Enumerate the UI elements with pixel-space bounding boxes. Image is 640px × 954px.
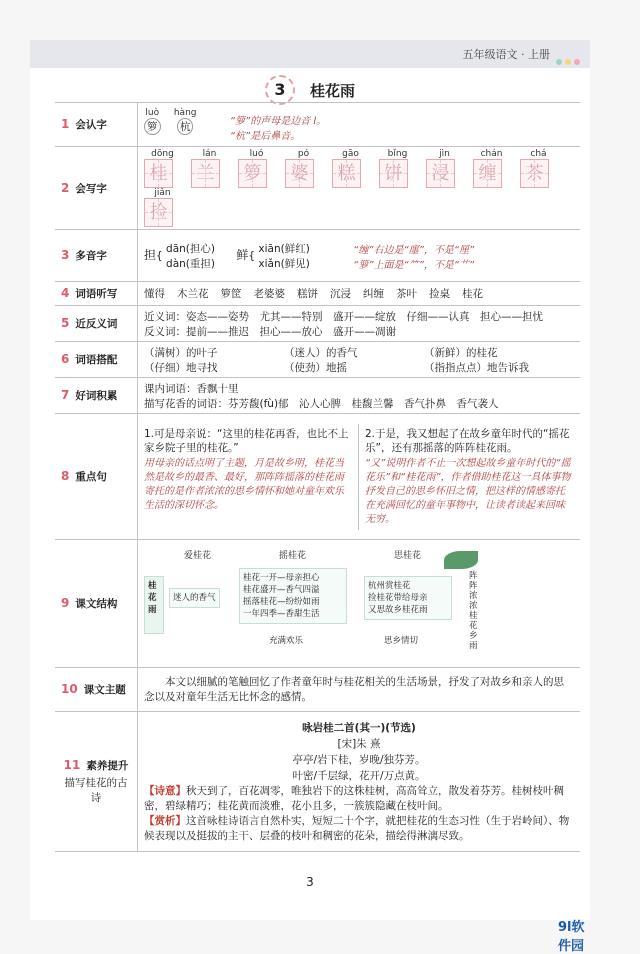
decor-dots bbox=[553, 50, 580, 69]
dictation-word: 纠缠 bbox=[363, 288, 384, 300]
structure-root: 桂花雨 bbox=[144, 576, 164, 634]
write-char-item: gāo 糕 bbox=[332, 149, 369, 188]
polyphone-a: 担{ dān(担心) dàn(重担) bbox=[144, 242, 215, 270]
vocabulary-content: 课内词语：香飘十里 描写花香的词语：芬芳馥(fù)郁 沁人心脾 桂馥兰馨 香气扑鼻 香气袭人 bbox=[138, 378, 581, 414]
polyphone-content bbox=[138, 230, 581, 282]
page-number: 3 bbox=[306, 875, 314, 889]
label-cell: 4 词语听写 bbox=[55, 282, 138, 306]
row-synonyms bbox=[55, 306, 580, 342]
structure-start: 迷人的香气 bbox=[169, 588, 220, 608]
dictation-word: 糕饼 bbox=[297, 288, 318, 300]
leaf-icon bbox=[444, 551, 478, 569]
write-char-item: lán 兰 bbox=[191, 149, 228, 188]
lesson-title: 桂花雨 bbox=[310, 81, 356, 100]
row-polyphone bbox=[55, 230, 580, 282]
page bbox=[30, 40, 590, 954]
dictation-word: 箩筐 bbox=[220, 288, 242, 300]
watermark: 9l软件园 bbox=[558, 920, 585, 954]
row-recognize bbox=[55, 103, 580, 147]
write-char-item: jìn 浸 bbox=[426, 149, 463, 188]
write-char-item: chá 茶 bbox=[520, 149, 557, 188]
lesson-number: 3 bbox=[265, 75, 295, 105]
note: “缠”右边是“廛”，不是“厘” bbox=[353, 244, 475, 256]
label-cell: 1 会认字 bbox=[55, 103, 138, 147]
char-item: hàng 杭 bbox=[173, 107, 197, 133]
theme-text: 本文以细腻的笔触回忆了作者童年时与桂花相关的生活场景，抒发了对故乡和亲人的思念以及对童年生活无比怀念的感情。 bbox=[138, 668, 581, 712]
recognize-content bbox=[138, 103, 581, 147]
char-item: luò 箩 bbox=[145, 107, 160, 133]
label-cell: 9 课文结构 bbox=[55, 540, 138, 668]
polyphone-b: 鲜{ xiān(鲜红) xiǎn(鲜见) bbox=[236, 242, 310, 270]
dictation-word: 茶叶 bbox=[396, 288, 417, 300]
note: “杭”是后鼻音。 bbox=[229, 130, 301, 142]
literacy-content: 咏岩桂二首(其一)(节选) [宋]朱 熹 亭亭/岩下桂，岁晚/独芬芳。 叶密/千层绿，花开/万点黄。 【诗意】秋天到了，百花凋零，唯独岩下的这株桂树，高高耸立，散发着芬芳。桂树枝叶稠密，碧绿精巧；桂花黄而淡雅，花小且多，一簇簇隐藏在枝叶间。 【赏析】这首咏桂诗语言自然朴实，短短二十个字，就把桂花的生态习性（生于岩岭间）、物候表现以及挺拔的主干、层叠的枝叶和稠密的花朵，描绘得淋漓尽致。 bbox=[138, 712, 581, 852]
label-cell: 5 近反义词 bbox=[55, 306, 138, 342]
synonyms-content: 近义词：姿态——姿势 尤其——特别 盛开——绽放 仔细——认真 担心——担忧 反义词：提前——推迟 担心——放心 盛开——凋谢 bbox=[138, 306, 581, 342]
write-char-item: luó 箩 bbox=[238, 149, 275, 188]
write-char-item: bǐng 饼 bbox=[379, 149, 416, 188]
label-cell: 8 重点句 bbox=[55, 414, 138, 540]
write-char-item: jiǎn 捡 bbox=[144, 188, 181, 227]
write-char-item: chán 缠 bbox=[473, 149, 510, 188]
collocation-content: （满树）的叶子 （迷人）的香气 （新鲜）的桂花 （仔细）地寻找 （使劲）地摇 （指指点点）地告诉我 bbox=[138, 342, 581, 378]
row-theme bbox=[55, 668, 580, 712]
row-write bbox=[55, 147, 580, 230]
row-dictation bbox=[55, 282, 580, 306]
label-cell: 2 会写字 bbox=[55, 147, 138, 230]
key-sentences-content: 1.可是母亲说：“这里的桂花再香，也比不上家乡院子里的桂花。” 用母亲的话点明了主题，月是故乡明，桂花当然是故乡的最香、最好，那阵阵摇落的桂花雨寄托的是作者浓浓的思乡情怀和她对童年欢乐生活的深切怀念。 2.于是，我又想起了在故乡童年时代的“摇花乐”，还有那摇落的阵阵桂花雨。 “又”说明作者不止一次想起故乡童年时代的“摇花乐”和“桂花雨”，作者借助桂花这一具体事物抒发自己的思乡怀旧之情，把这样的情感寄托在充满回忆的童年事物中，让读者读起来回味无穷。 bbox=[138, 414, 581, 540]
header-bar bbox=[30, 40, 590, 68]
row-literacy bbox=[55, 712, 580, 852]
label-cell: 6 词语搭配 bbox=[55, 342, 138, 378]
row-structure bbox=[55, 540, 580, 668]
label-cell: 3 多音字 bbox=[55, 230, 138, 282]
dictation-word: 老婆婆 bbox=[253, 288, 285, 300]
label-cell: 10 课文主题 bbox=[55, 668, 138, 712]
write-char-item: dōng 桂 bbox=[144, 149, 181, 188]
write-content bbox=[138, 147, 581, 230]
dictation-content bbox=[138, 282, 581, 306]
grade-label: 五年级语文 · 上册 bbox=[462, 48, 550, 61]
study-table bbox=[55, 102, 580, 852]
row-collocation bbox=[55, 342, 580, 378]
label-cell: 11 素养提升 描写桂花的古诗 bbox=[55, 712, 138, 852]
dictation-word: 桂花 bbox=[462, 288, 483, 300]
dictation-word: 捡桌 bbox=[429, 288, 450, 300]
dictation-word: 懂得 bbox=[144, 288, 165, 300]
label-cell: 7 好词积累 bbox=[55, 378, 138, 414]
note: “箩”上面是“⺮”，不是“⺾” bbox=[353, 259, 475, 271]
dictation-word: 木兰花 bbox=[177, 288, 209, 300]
row-vocabulary bbox=[55, 378, 580, 414]
dictation-word: 沉浸 bbox=[330, 288, 351, 300]
write-char-item: pó 婆 bbox=[285, 149, 322, 188]
row-key-sentences bbox=[55, 414, 580, 540]
note: “箩”的声母是边音 l。 bbox=[229, 115, 327, 127]
structure-content: 桂花雨 迷人的香气 爱桂花 摇桂花 思桂花 桂花一开—母亲担心 桂花盛开—香气四溢 摇落桂花—纷纷如雨 一年四季—香甜生活 充满欢乐 杭州赏桂花 捡桂花带给母亲 又思故乡桂花雨 思乡情切 阵阵浓浓桂花乡雨 bbox=[138, 540, 581, 668]
